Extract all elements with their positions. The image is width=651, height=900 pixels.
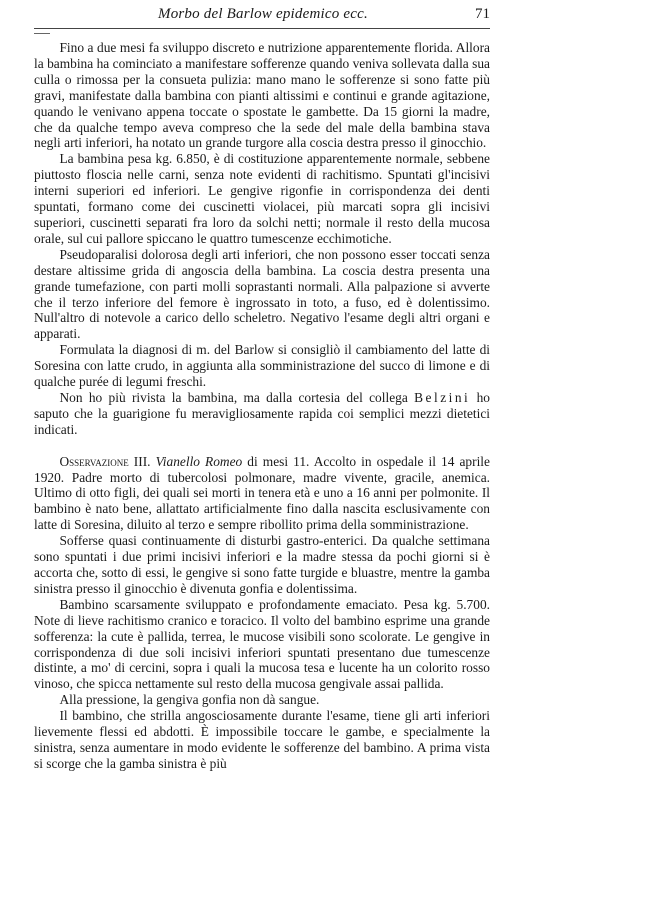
paragraph: Fino a due mesi fa sviluppo discreto e nutrizione apparentemente florida. Allora la bambina ha cominciato a manifestare sofferenze quando veniva sollevata dalla sua culla o rimossa per la consueta pulizia: mano mano le sofferenze si sono fatte più gravi, manifestate dalla bambina con pianti altissimi e continui e grande agitazione, quando le venivano appena toccate o spostate le gambette. Da 15 giorni la madre, che da qualche tempo aveva compreso che la sede del male della bambina stava negli arti inferiori, ha notato un grande turgore alla coscia destra presso il ginocchio. bbox=[34, 40, 490, 151]
paragraph: Sofferse quasi continuamente di disturbi gastro-enterici. Da qualche settimana sono spuntati i due primi incisivi inferiori e la madre stessa da pochi giorni si è accorta che, sotto di essi, le gengive si sono fatte turgide e bluastre, mentre la gamba sinistra presso il ginocchio è divenuta gonfia e dolentissima. bbox=[34, 533, 490, 596]
observation-heading-paragraph bbox=[34, 454, 490, 534]
paragraph: Pseudoparalisi dolorosa degli arti inferiori, che non possono esser toccati senza destare altissime grida di angoscia della bambina. La coscia destra presenta una grande tumefazione, con parti molli soprastanti normali. Alla palpazione si avverte che il terzo inferiore del femore è ingrossato in toto, a fuso, ed è dolentissimo. Null'altro di notevole a carico dello scheletro. Negativo l'esame degli altri organi e apparati. bbox=[34, 246, 490, 342]
page-body bbox=[34, 40, 490, 772]
paragraph: Bambino scarsamente sviluppato e profondamente emaciato. Pesa kg. 5.700. Note di lieve rachitismo cranico e toracico. Il volto del bambino esprime una grande sofferenza: la cute è pallida, terrea, le mucose visibili sono scolorate. Le gengive in corrispondenza di due soli incisivi inferiori spuntati presentano due tumescenze distinte, a mo' di cercini, sopra i quali la mucosa tesa e lucente ha un colorito rosso vinoso, che spicca nettamente sul resto della mucosa gengivale assai pallida. bbox=[34, 596, 490, 692]
observation-label: Osservazione III. bbox=[59, 453, 151, 469]
section-dash bbox=[34, 33, 50, 34]
page-number: 71 bbox=[475, 6, 490, 22]
paragraph bbox=[34, 390, 490, 438]
paragraph-text: Non ho più rivista la bambina, ma dalla cortesia del collega bbox=[59, 389, 415, 405]
spaced-name: Belzini bbox=[414, 389, 471, 405]
paragraph: Alla pressione, la gengiva gonfia non dà sangue. bbox=[59, 692, 320, 708]
paragraph-text: ho saputo che la guarigione fu meravigliosamente rapida coi semplici mezzi dietetici indicati. bbox=[34, 389, 490, 437]
paragraph-text: di mesi 11. Accolto in ospedale il 14 aprile 1920. Padre morto di tubercolosi polmonare, madre vivente, gracile, anemica. Ultimo di otto figli, dei quali sei morti in tenera età e uno a 16 anni per polmonite. Il bambino è nato bene, allattato artificialmente fino dalla nascita esclusivamente con latte di Soresina, diluito al terzo e sempre ribollito prima della somministrazione. bbox=[34, 453, 490, 533]
running-header bbox=[34, 2, 490, 29]
paragraph: La bambina pesa kg. 6.850, è di costituzione apparentemente normale, sebbene piuttosto floscia nelle carni, senza note evidenti di rachitismo. Spuntati gl'incisivi interni superiori ed inferiori. Le gengive rigonfie in corrispondenza dei denti spuntati, formano come dei cuscinetti violacei, più marcati sopra gli incisivi superiori, cuscinetti separati fra loro da solchi netti; normale il resto della mucosa orale, sul cui pallore spiccano le quattro tumescenze ecchimotiche. bbox=[34, 151, 490, 246]
patient-name: Vianello Romeo bbox=[155, 453, 243, 469]
paragraph: Formulata la diagnosi di m. del Barlow si consigliò il cambiamento del latte di Soresina con latte crudo, in aggiunta alla somministrazione del succo di limone e di qualche purée di legumi freschi. bbox=[34, 342, 490, 390]
running-title: Morbo del Barlow epidemico ecc. bbox=[158, 6, 368, 22]
paragraph: Il bambino, che strilla angosciosamente durante l'esame, tiene gli arti inferiori lievemente flessi ed abdotti. È impossibile toccare le gambe, e specialmente la sinistra, senza aumentare in modo evidente le sofferenze del bambino. A prima vista si scorge che la gamba sinistra è più bbox=[34, 708, 490, 771]
